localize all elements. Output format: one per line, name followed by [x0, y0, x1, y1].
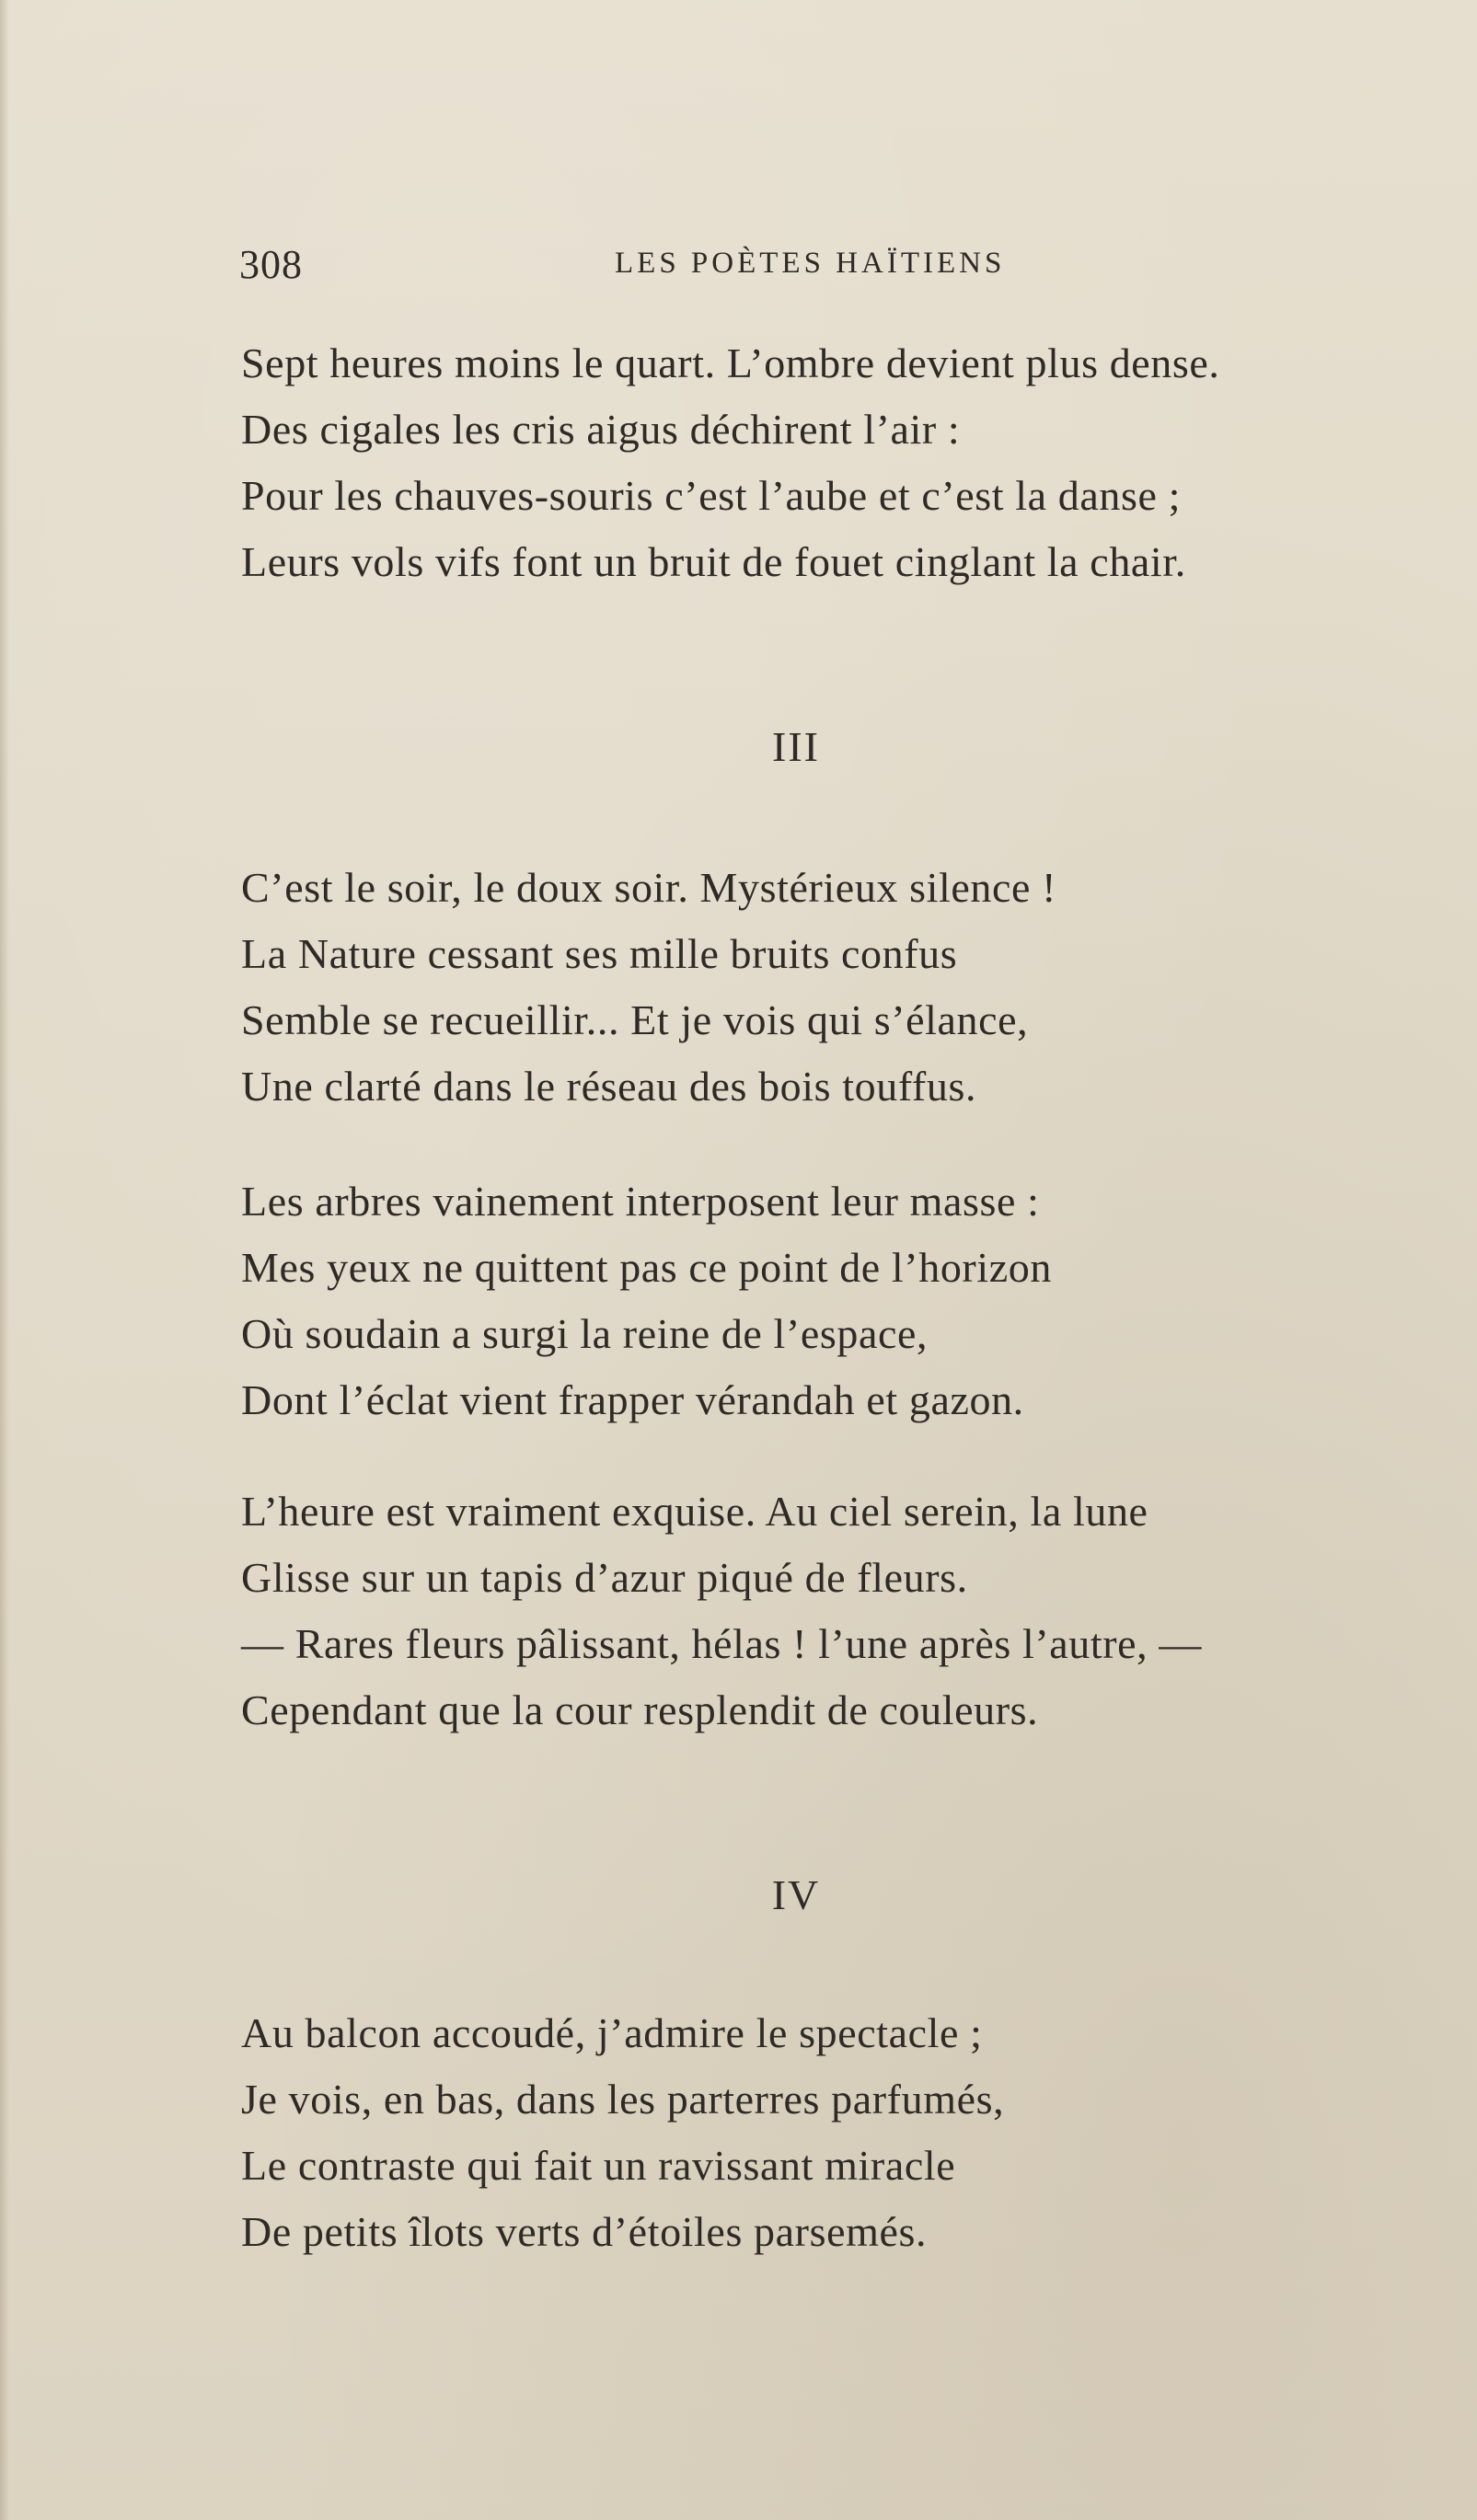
- verse-line: Le contraste qui fait un ravissant miracle: [241, 2142, 956, 2189]
- verse-line: C’est le soir, le doux soir. Mystérieux silence !: [241, 864, 1057, 911]
- verse-line: Leurs vols vifs font un bruit de fouet cinglant la chair.: [241, 538, 1186, 585]
- verse-line: Je vois, en bas, dans les parterres parfumés,: [241, 2076, 1005, 2123]
- verse-line: Dont l’éclat vient frapper vérandah et gazon.: [241, 1376, 1024, 1423]
- verse-line: Semble se recueillir... Et je vois qui s’élance,: [241, 996, 1029, 1043]
- section-heading-iv: IV: [771, 1871, 821, 1918]
- page-edge-shadow: [0, 0, 9, 2520]
- running-title: LES POÈTES HAÏTIENS: [615, 247, 1006, 280]
- verse-line: Où soudain a surgi la reine de l’espace,: [241, 1310, 929, 1357]
- section-heading-iii: III: [772, 723, 820, 770]
- verse-line: Pour les chauves-souris c’est l’aube et c’est la danse ;: [241, 472, 1181, 519]
- verse-line: Des cigales les cris aigus déchirent l’air :: [241, 406, 961, 453]
- verse-line: Mes yeux ne quittent pas ce point de l’horizon: [241, 1244, 1052, 1291]
- verse-line: Une clarté dans le réseau des bois touffus.: [241, 1063, 977, 1110]
- verse-line: Cependant que la cour resplendit de couleurs.: [241, 1686, 1039, 1733]
- verse-line: L’heure est vraiment exquise. Au ciel serein, la lune: [241, 1488, 1148, 1535]
- page-number: 308: [239, 242, 303, 287]
- verse-line: — Rares fleurs pâlissant, hélas ! l’une après l’autre, —: [241, 1620, 1202, 1667]
- running-head: [0, 241, 1477, 296]
- verse-line: Sept heures moins le quart. L’ombre devient plus dense.: [241, 339, 1220, 386]
- verse-line: Au balcon accoudé, j’admire le spectacle ;: [241, 2009, 983, 2056]
- verse-line: Les arbres vainement interposent leur masse :: [241, 1178, 1040, 1225]
- verse-line: De petits îlots verts d’étoiles parsemés.: [241, 2208, 928, 2255]
- verse-line: La Nature cessant ses mille bruits confus: [241, 930, 958, 977]
- verse-line: Glisse sur un tapis d’azur piqué de fleurs.: [241, 1554, 968, 1601]
